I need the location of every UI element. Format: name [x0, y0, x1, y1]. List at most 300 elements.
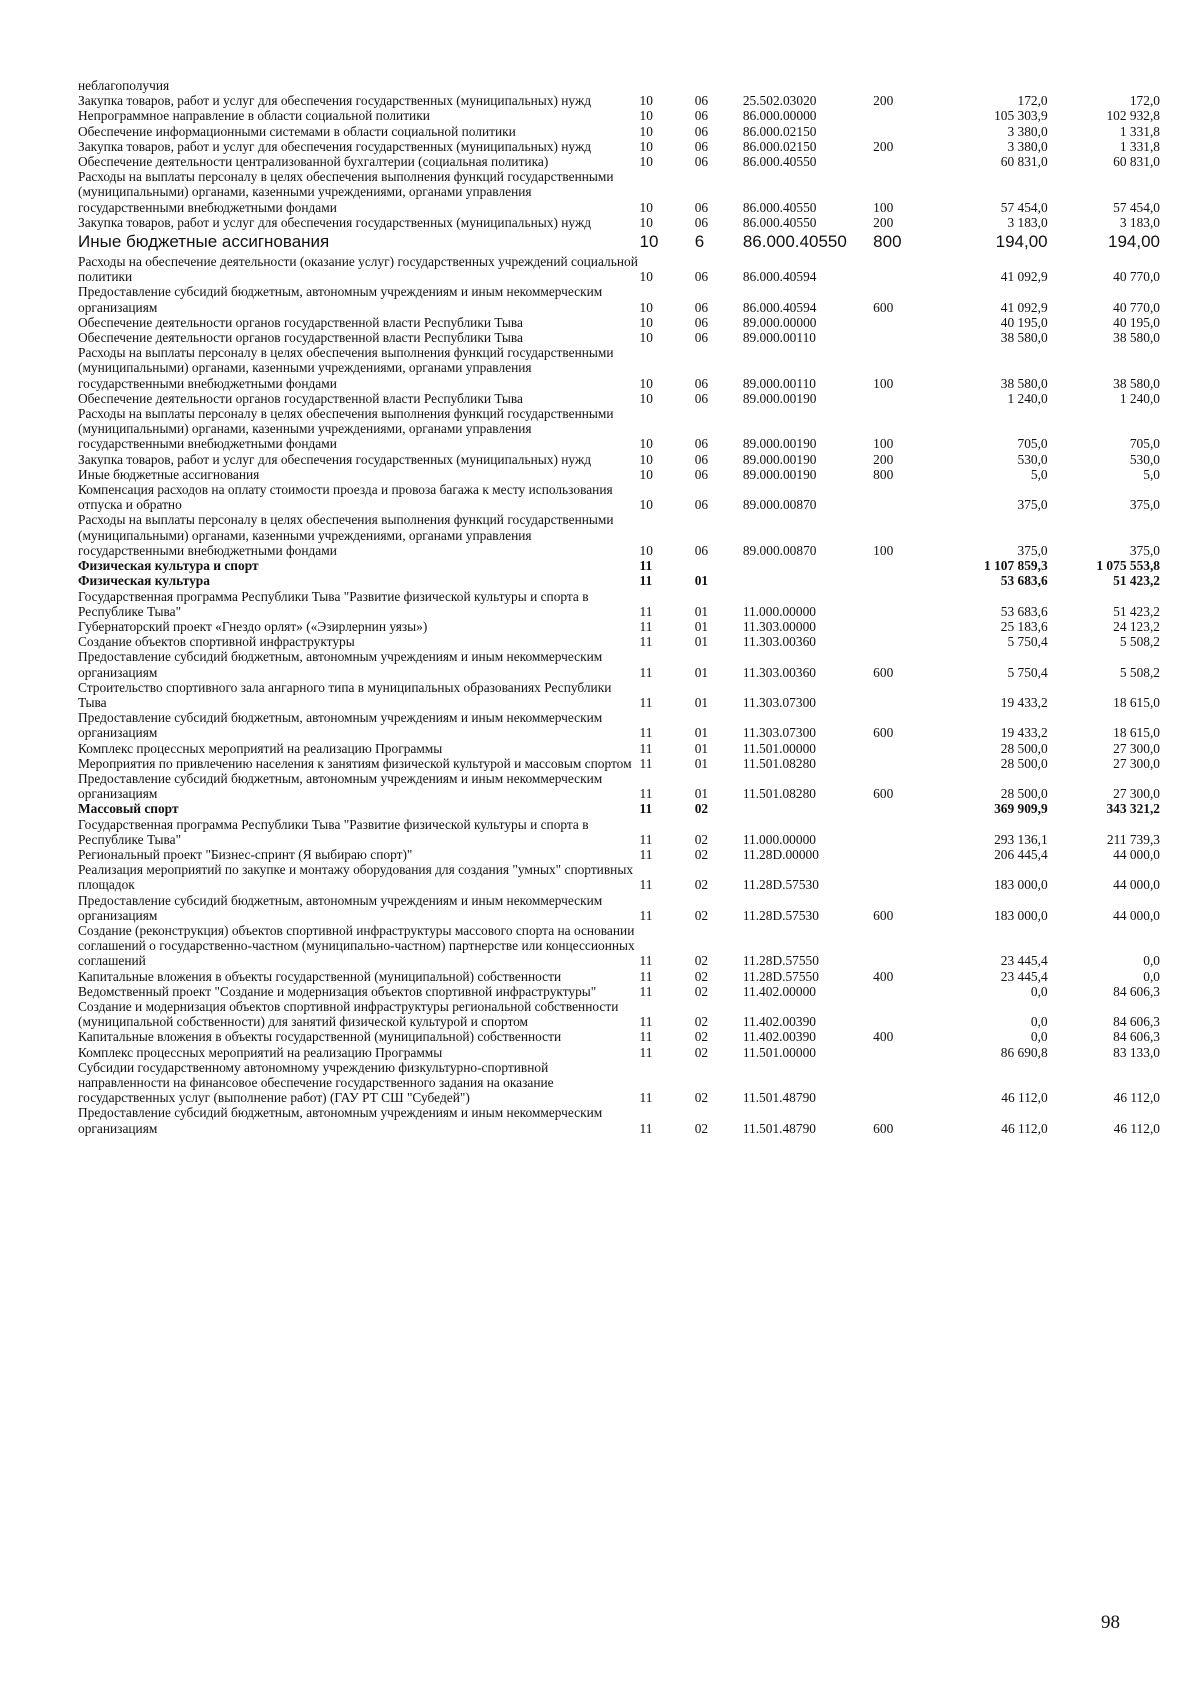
- row-name: Обеспечение информационными системами в области социальной политики: [78, 123, 516, 139]
- section-code: 11: [639, 953, 653, 969]
- amount-year-2: 38 580,0: [1113, 375, 1160, 391]
- section-code: 11: [639, 846, 653, 862]
- section-code: 10: [639, 199, 653, 215]
- row-name: Расходы на обеспечение деятельности (оказание услуг) государственных учреждений социальной политики: [78, 254, 638, 285]
- row-name: Иные бюджетные ассигнования: [78, 232, 330, 252]
- expense-type-code: [873, 573, 935, 588]
- subsection-code: 06: [694, 138, 709, 154]
- target-item-code: 86.000.40550: [742, 232, 847, 252]
- amount-year-2: 172,0: [1129, 93, 1160, 109]
- subsection-code: 06: [694, 314, 709, 330]
- amount-year-2: 102 932,8: [1106, 108, 1160, 124]
- amount-year-1: 5 750,4: [1007, 664, 1048, 680]
- row-name: Физическая культура и спорт: [78, 558, 259, 574]
- subsection-code: 01: [694, 664, 709, 680]
- section-code: 10: [639, 154, 653, 170]
- target-item-code: [743, 573, 873, 588]
- subsection-code: 02: [694, 831, 709, 847]
- amount-year-1: 86 690,8: [1000, 1044, 1048, 1060]
- row-name: Государственная программа Республики Тыва "Развитие физической культуры и спорта в Республике Тыва": [78, 588, 589, 619]
- amount-year-1: 57 454,0: [1000, 199, 1048, 215]
- expense-type-code: [873, 847, 935, 862]
- expense-type-code: [873, 801, 935, 816]
- row-name: Массовый спорт: [78, 801, 179, 817]
- expense-type-code: 200: [873, 451, 894, 467]
- section-code: 11: [639, 983, 653, 999]
- amount-year-2: 705,0: [1129, 436, 1160, 452]
- expense-type-code: 100: [873, 375, 894, 391]
- table-row: [78, 230, 1160, 254]
- target-item-code: [743, 558, 873, 573]
- expense-type-code: [873, 154, 935, 169]
- target-item-code: 11.501.08280: [742, 786, 816, 802]
- expense-type-code: [873, 999, 935, 1029]
- expense-type-code: [873, 315, 935, 330]
- table-row: [78, 680, 1160, 710]
- row-name: Предоставление субсидий бюджетным, автономным учреждениям и иным некоммерческим организациям: [78, 1105, 603, 1136]
- section-code: 11: [639, 618, 653, 634]
- row-name: Предоставление субсидий бюджетным, автономным учреждениям и иным некоммерческим организациям: [78, 770, 603, 802]
- subsection-code: 06: [694, 123, 709, 139]
- row-name: Предоставление субсидий бюджетным, автономным учреждениям и иным некоммерческим организациям: [78, 649, 603, 680]
- row-name: Региональный проект "Бизнес-спринт (Я выбираю спорт)": [78, 846, 413, 862]
- amount-year-2: 1 240,0: [1119, 390, 1160, 406]
- target-item-code: 11.303.00360: [742, 664, 816, 680]
- target-item-code: 89.000.00190: [742, 451, 817, 467]
- section-code: 11: [639, 1014, 653, 1030]
- amount-year-1: 183 000,0: [994, 877, 1048, 893]
- table-row: [78, 93, 1160, 108]
- expense-type-code: 600: [873, 299, 894, 315]
- subsection-code: 06: [694, 436, 709, 452]
- subsection-code: 01: [694, 755, 709, 771]
- subsection-code: 02: [694, 1044, 709, 1060]
- amount-year-2: 194,00: [1108, 232, 1160, 252]
- subsection-code: 01: [694, 603, 709, 619]
- table-row: [78, 169, 1160, 215]
- target-item-code: 86.000.40550: [742, 199, 817, 215]
- section-code: 11: [639, 694, 653, 710]
- row-name: Капитальные вложения в объекты государственной (муниципальной) собственности: [78, 1029, 562, 1045]
- section-code: 11: [639, 1090, 653, 1106]
- target-item-code: 11.000.00000: [742, 831, 816, 847]
- subsection-code: 02: [694, 846, 709, 862]
- table-row: [78, 969, 1160, 984]
- amount-year-2: 44 000,0: [1113, 877, 1160, 893]
- expense-type-code: 400: [873, 968, 894, 984]
- target-item-code: 11.303.00360: [742, 634, 816, 650]
- table-row: [78, 78, 1160, 93]
- target-item-code: 86.000.02150: [742, 123, 817, 139]
- expense-type-code: 600: [873, 1120, 894, 1136]
- row-name: Обеспечение деятельности централизованной бухгалтерии (социальная политика): [78, 154, 549, 170]
- row-name: Закупка товаров, работ и услуг для обеспечения государственных (муниципальных) нужд: [78, 451, 592, 467]
- amount-year-1: 369 909,9: [994, 801, 1048, 817]
- subsection-code: 01: [694, 694, 709, 710]
- expense-type-code: 400: [873, 1029, 894, 1045]
- amount-year-1: 25 183,6: [1000, 618, 1048, 634]
- amount-year-2: 0,0: [1143, 953, 1160, 969]
- subsection-code: 02: [694, 801, 709, 817]
- expense-type-code: 200: [873, 214, 894, 230]
- expense-type-code: 600: [873, 725, 894, 741]
- section-code: 11: [639, 573, 653, 589]
- amount-year-2: 44 000,0: [1113, 907, 1160, 923]
- table-row: [78, 817, 1160, 847]
- expense-type-code: [873, 330, 935, 345]
- subsection-code: 06: [694, 199, 709, 215]
- amount-year-1: 38 580,0: [1000, 330, 1048, 346]
- subsection-code: [695, 558, 743, 573]
- amount-year-2: 84 606,3: [1113, 1029, 1160, 1045]
- expense-type-code: 100: [873, 199, 894, 215]
- subsection-code: 06: [694, 390, 709, 406]
- row-name: Реализация мероприятий по закупке и монтажу оборудования для создания "умных" спортивных площадок: [78, 862, 634, 893]
- row-name: Мероприятия по привлечению населения к занятиям физической культурой и массовым спортом: [78, 755, 632, 771]
- row-name: Губернаторский проект «Гнездо орлят» («Эзирлернин уязы»): [78, 618, 428, 634]
- subsection-code: 06: [694, 299, 709, 315]
- amount-year-1: 23 445,4: [1000, 968, 1048, 984]
- subsection-code: 01: [694, 634, 709, 650]
- target-item-code: 11.28D.57550: [742, 953, 819, 969]
- section-code: 10: [639, 232, 659, 252]
- table-row: [78, 482, 1160, 512]
- target-item-code: 11.303.07300: [742, 725, 816, 741]
- table-row: [78, 1029, 1160, 1044]
- section-code: 11: [639, 1120, 653, 1136]
- section-code: 11: [639, 755, 653, 771]
- row-name: Обеспечение деятельности органов государственной власти Республики Тыва: [78, 390, 523, 406]
- amount-year-2: 60 831,0: [1113, 154, 1160, 170]
- target-item-code: 11.402.00000: [742, 983, 816, 999]
- amount-year-2: 18 615,0: [1113, 694, 1160, 710]
- section-code: 11: [639, 877, 653, 893]
- target-item-code: 11.501.48790: [742, 1120, 816, 1136]
- budget-table-body: [78, 78, 1160, 1136]
- amount-year-1: 293 136,1: [994, 831, 1048, 847]
- amount-year-1: 53 683,6: [1000, 573, 1048, 589]
- row-name: Предоставление субсидий бюджетным, автономным учреждениям и иным некоммерческим организациям: [78, 710, 603, 741]
- subsection-code: 06: [694, 154, 709, 170]
- expense-type-code: [873, 1045, 935, 1060]
- amount-year-1: 3 183,0: [1007, 214, 1048, 230]
- amount-year-1: 0,0: [1030, 1014, 1048, 1030]
- amount-year-1: 1 107 859,3: [984, 558, 1048, 574]
- table-row: [78, 999, 1160, 1029]
- section-code: [640, 78, 695, 93]
- table-row: [78, 923, 1160, 969]
- expense-type-code: [873, 254, 935, 284]
- target-item-code: 86.000.40550: [742, 214, 817, 230]
- target-item-code: 11.402.00390: [742, 1029, 816, 1045]
- expense-type-code: [873, 984, 935, 999]
- section-code: 10: [639, 375, 653, 391]
- section-code: 11: [639, 786, 653, 802]
- amount-year-2: 27 300,0: [1113, 786, 1160, 802]
- amount-year-1: 105 303,9: [994, 108, 1048, 124]
- amount-year-1: 19 433,2: [1000, 694, 1048, 710]
- row-name: Закупка товаров, работ и услуг для обеспечения государственных (муниципальных) нужд: [78, 138, 592, 154]
- subsection-code: 06: [694, 108, 709, 124]
- table-row: [78, 649, 1160, 679]
- amount-year-2: 211 739,3: [1106, 831, 1160, 847]
- table-row: [78, 893, 1160, 923]
- amount-year-2: 51 423,2: [1113, 603, 1160, 619]
- target-item-code: 11.000.00000: [742, 603, 816, 619]
- row-name: Компенсация расходов на оплату стоимости проезда и провоза багажа к месту использования отпуска и обратно: [78, 482, 613, 513]
- table-row: [78, 124, 1160, 139]
- row-name: Расходы на выплаты персоналу в целях обеспечения выполнения функций государственными (муниципальными) органами, казенными учреждениями, органами управления государственными внебюджетными фондами: [78, 169, 614, 215]
- row-name: Ведомственный проект "Создание и модернизация объектов спортивной инфраструктуры": [78, 983, 597, 999]
- amount-year-2: 375,0: [1129, 497, 1160, 513]
- section-code: 11: [639, 664, 653, 680]
- amount-year-2: 343 321,2: [1106, 801, 1160, 817]
- expense-type-code: [873, 78, 935, 93]
- section-code: 11: [639, 1029, 653, 1045]
- table-row: [78, 984, 1160, 999]
- amount-year-1: 38 580,0: [1000, 375, 1048, 391]
- expense-type-code: [873, 482, 935, 512]
- table-row: [78, 741, 1160, 756]
- target-item-code: 89.000.00870: [742, 542, 817, 558]
- row-name: Расходы на выплаты персоналу в целях обеспечения выполнения функций государственными (муниципальными) органами, казенными учреждениями, органами управления государственными внебюджетными фондами: [78, 512, 614, 558]
- target-item-code: 11.28D.57530: [742, 907, 819, 923]
- target-item-code: 25.502.03020: [742, 93, 817, 109]
- expense-type-code: [873, 741, 935, 756]
- amount-year-1: 41 092,9: [1000, 299, 1048, 315]
- subsection-code: 01: [694, 740, 709, 756]
- section-code: 10: [639, 542, 653, 558]
- amount-year-2: 1 075 553,8: [1096, 558, 1160, 574]
- table-row: [78, 215, 1160, 230]
- amount-year-1: 19 433,2: [1000, 725, 1048, 741]
- table-row: [78, 589, 1160, 619]
- subsection-code: 02: [694, 1120, 709, 1136]
- table-row: [78, 108, 1160, 123]
- table-row: [78, 330, 1160, 345]
- table-row: [78, 801, 1160, 816]
- subsection-code: 02: [694, 1014, 709, 1030]
- amount-year-2: 46 112,0: [1113, 1090, 1160, 1106]
- amount-year-2: 51 423,2: [1113, 573, 1160, 589]
- subsection-code: 02: [694, 1029, 709, 1045]
- amount-year-2: 27 300,0: [1113, 740, 1160, 756]
- target-item-code: 11.28D.57530: [742, 877, 819, 893]
- section-code: 10: [639, 93, 653, 109]
- budget-table: [78, 78, 1160, 1136]
- row-name: Предоставление субсидий бюджетным, автономным учреждениям и иным некоммерческим организациям: [78, 284, 603, 315]
- amount-year-1: 41 092,9: [1000, 269, 1048, 285]
- target-item-code: 11.501.08280: [742, 755, 816, 771]
- section-code: 10: [639, 314, 653, 330]
- amount-year-1: 3 380,0: [1007, 138, 1048, 154]
- subsection-code: 01: [694, 725, 709, 741]
- amount-year-1: 375,0: [1017, 497, 1048, 513]
- amount-year-2: 24 123,2: [1113, 618, 1160, 634]
- expense-type-code: [873, 619, 935, 634]
- section-code: 11: [639, 1044, 653, 1060]
- amount-year-2: 46 112,0: [1113, 1120, 1160, 1136]
- expense-type-code: [873, 558, 935, 573]
- expense-type-code: 100: [873, 436, 894, 452]
- section-code: 10: [639, 497, 653, 513]
- section-code: 11: [639, 968, 653, 984]
- expense-type-code: [873, 862, 935, 892]
- target-item-code: 11.402.00390: [742, 1014, 816, 1030]
- target-item-code: 11.303.07300: [742, 694, 816, 710]
- row-name: Создание (реконструкция) объектов спортивной инфраструктуры массового спорта на основании соглашений о государственно-частном (муниципально-частном) партнерстве или концессионных соглашений: [78, 922, 635, 969]
- amount-year-2: 5 508,2: [1119, 634, 1160, 650]
- amount-year-1: 5 750,4: [1007, 634, 1048, 650]
- table-row: [78, 315, 1160, 330]
- amount-year-2: 530,0: [1129, 451, 1160, 467]
- subsection-code: 01: [694, 618, 709, 634]
- amount-year-2: 375,0: [1129, 542, 1160, 558]
- table-row: [78, 467, 1160, 482]
- section-code: 10: [639, 299, 653, 315]
- expense-type-code: [873, 589, 935, 619]
- subsection-code: 06: [694, 330, 709, 346]
- amount-year-1: 530,0: [1017, 451, 1048, 467]
- subsection-code: 06: [694, 269, 709, 285]
- amount-year-2: 57 454,0: [1113, 199, 1160, 215]
- section-code: 10: [639, 269, 653, 285]
- row-name: Создание и модернизация объектов спортивной инфраструктуры региональной собственности (муниципальной собственности) для занятий физической культурой и спортом: [78, 998, 619, 1030]
- section-code: 11: [639, 603, 653, 619]
- amount-year-1: 0,0: [1030, 1029, 1048, 1045]
- expense-type-code: [873, 680, 935, 710]
- amount-year-1: 375,0: [1017, 542, 1048, 558]
- subsection-code: 06: [694, 542, 709, 558]
- row-name: Иные бюджетные ассигнования: [78, 466, 260, 482]
- amount-year-2: 84 606,3: [1113, 1014, 1160, 1030]
- target-item-code: 11.303.00000: [742, 618, 816, 634]
- target-item-code: 89.000.00190: [742, 436, 817, 452]
- table-row: [78, 512, 1160, 558]
- section-code: 10: [639, 330, 653, 346]
- subsection-code: 06: [694, 214, 709, 230]
- amount-year-1: 28 500,0: [1000, 755, 1048, 771]
- amount-year-2: 1 331,8: [1119, 138, 1160, 154]
- target-item-code: 89.000.00110: [742, 330, 816, 346]
- amount-year-2: 5 508,2: [1119, 664, 1160, 680]
- amount-year-1: 46 112,0: [1001, 1090, 1048, 1106]
- table-row: [78, 710, 1160, 740]
- amount-year-1: 28 500,0: [1000, 740, 1048, 756]
- table-row: [78, 1105, 1160, 1135]
- amount-year-1: 40 195,0: [1000, 314, 1048, 330]
- section-code: 10: [639, 138, 653, 154]
- section-code: 11: [639, 725, 653, 741]
- amount-year-1: 183 000,0: [994, 907, 1048, 923]
- amount-year-1: 46 112,0: [1001, 1120, 1048, 1136]
- section-code: 11: [639, 907, 653, 923]
- amount-year-1: 53 683,6: [1000, 603, 1048, 619]
- table-row: [78, 254, 1160, 284]
- expense-type-code: 200: [873, 93, 894, 109]
- amount-year-1: [935, 78, 1047, 93]
- expense-type-code: [873, 108, 935, 123]
- table-row: [78, 452, 1160, 467]
- amount-year-2: 1 331,8: [1119, 123, 1160, 139]
- table-row: [78, 558, 1160, 573]
- target-item-code: 11.501.00000: [742, 1044, 816, 1060]
- amount-year-2: 38 580,0: [1113, 330, 1160, 346]
- row-name: Обеспечение деятельности органов государственной власти Республики Тыва: [78, 314, 523, 330]
- subsection-code: 02: [694, 1090, 709, 1106]
- target-item-code: 86.000.00000: [742, 108, 817, 124]
- section-code: 11: [639, 740, 653, 756]
- amount-year-2: 40 770,0: [1113, 269, 1160, 285]
- subsection-code: 02: [694, 968, 709, 984]
- amount-year-2: 40 195,0: [1113, 314, 1160, 330]
- target-item-code: 11.501.48790: [742, 1090, 816, 1106]
- expense-type-code: [873, 1060, 935, 1106]
- target-item-code: [743, 801, 873, 816]
- section-code: 10: [639, 390, 653, 406]
- expense-type-code: 200: [873, 138, 894, 154]
- subsection-code: 02: [694, 983, 709, 999]
- table-row: [78, 634, 1160, 649]
- row-name: Капитальные вложения в объекты государственной (муниципальной) собственности: [78, 968, 562, 984]
- target-item-code: 89.000.00190: [742, 466, 817, 482]
- row-name: Обеспечение деятельности органов государственной власти Республики Тыва: [78, 330, 523, 346]
- target-item-code: 89.000.00190: [742, 390, 817, 406]
- table-row: [78, 862, 1160, 892]
- amount-year-2: 83 133,0: [1113, 1044, 1160, 1060]
- table-row: [78, 406, 1160, 452]
- section-code: 11: [639, 558, 653, 574]
- expense-type-code: [873, 756, 935, 771]
- table-row: [78, 573, 1160, 588]
- table-row: [78, 391, 1160, 406]
- table-row: [78, 345, 1160, 391]
- amount-year-1: 5,0: [1030, 466, 1048, 482]
- target-item-code: 89.000.00110: [742, 375, 816, 391]
- amount-year-2: 44 000,0: [1113, 846, 1160, 862]
- table-row: [78, 847, 1160, 862]
- row-name: Строительство спортивного зала ангарного типа в муниципальных образованиях Республики Тыва: [78, 679, 612, 710]
- table-row: [78, 284, 1160, 314]
- amount-year-2: [1048, 78, 1160, 93]
- amount-year-2: 0,0: [1143, 968, 1160, 984]
- section-code: 10: [639, 123, 653, 139]
- amount-year-2: 3 183,0: [1119, 214, 1160, 230]
- subsection-code: 06: [694, 466, 709, 482]
- expense-type-code: 100: [873, 542, 894, 558]
- row-name: неблагополучия: [78, 78, 170, 93]
- amount-year-1: 0,0: [1030, 983, 1048, 999]
- amount-year-1: 3 380,0: [1007, 123, 1048, 139]
- amount-year-2: 18 615,0: [1113, 725, 1160, 741]
- target-item-code: 11.501.00000: [742, 740, 816, 756]
- subsection-code: 06: [694, 93, 709, 109]
- expense-type-code: [873, 634, 935, 649]
- row-name: Субсидии государственному автономному учреждению физкультурно-спортивной направленности на финансовое обеспечение государственного задания на оказание государственных услуг (выполнение работ) (ГАУ РТ СШ "Субедей"): [78, 1059, 554, 1106]
- row-name: Расходы на выплаты персоналу в целях обеспечения выполнения функций государственными (муниципальными) органами, казенными учреждениями, органами управления государственными внебюджетными фондами: [78, 406, 614, 452]
- expense-type-code: [873, 124, 935, 139]
- amount-year-2: 84 606,3: [1113, 983, 1160, 999]
- row-name: Государственная программа Республики Тыва "Развитие физической культуры и спорта в Республике Тыва": [78, 816, 589, 847]
- target-item-code: 86.000.40550: [742, 154, 817, 170]
- amount-year-2: 5,0: [1143, 466, 1160, 482]
- target-item-code: 86.000.40594: [742, 299, 817, 315]
- target-item-code: [743, 78, 873, 93]
- expense-type-code: [873, 391, 935, 406]
- expense-type-code: 600: [873, 907, 894, 923]
- expense-type-code: [873, 817, 935, 847]
- amount-year-1: 206 445,4: [994, 846, 1048, 862]
